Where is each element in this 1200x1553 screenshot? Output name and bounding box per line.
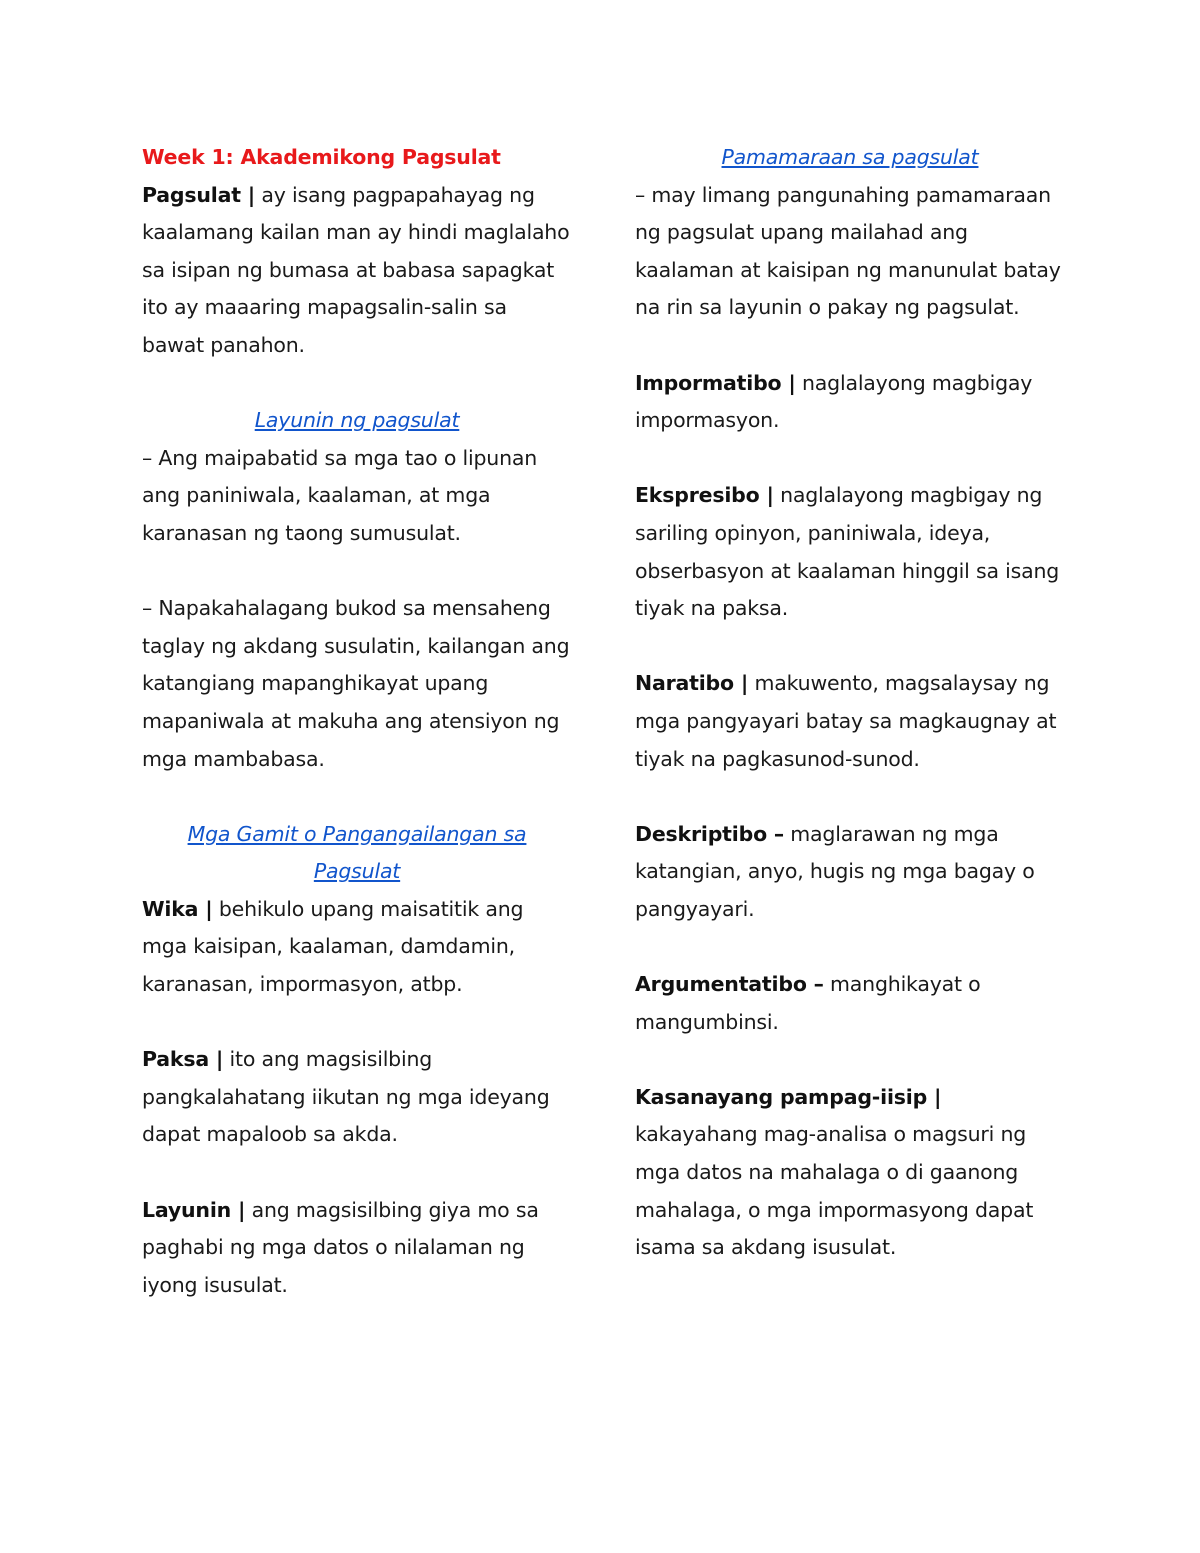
- layunin-paragraph-2: – Napakahalagang bukod sa mensaheng taglay ng akdang susulatin, kailangan ang katangiang mapanghikayat upang mapaniwala at makuha ang atensiyon ng mga mambabasa.: [142, 596, 570, 771]
- ekspresibo-definition: [635, 477, 1065, 627]
- wika-definition: [142, 891, 572, 1004]
- pagsulat-text: ay isang pagpapahayag ng kaalamang kailan man ay hindi maglalaho sa isipan ng bumasa at babasa sapagkat ito ay maaaring mapagsalin-salin sa bawat panahon.: [142, 182, 570, 357]
- argumentatibo-definition: [635, 966, 1065, 1041]
- layunin-definition: [142, 1192, 572, 1305]
- gamit-heading-block: [142, 816, 572, 891]
- argumentatibo-text: manghikayat o mangumbinsi.: [635, 972, 981, 1034]
- spacer: [635, 628, 1065, 666]
- wika-term: Wika |: [142, 896, 213, 921]
- impormatibo-term: Impormatibo |: [635, 370, 796, 395]
- spacer: [635, 928, 1065, 966]
- layunin-text: ang magsisilbing giya mo sa paghabi ng mga datos o nilalaman ng iyong isusulat.: [142, 1197, 539, 1297]
- spacer: [142, 778, 572, 816]
- spacer: [635, 1041, 1065, 1079]
- deskriptibo-text: maglarawan ng mga katangian, anyo, hugis ng mga bagay o pangyayari.: [635, 821, 1035, 921]
- argumentatibo-term: Argumentatibo –: [635, 972, 824, 997]
- spacer: [142, 1004, 572, 1042]
- right-column: [635, 139, 1065, 1267]
- naratibo-term: Naratibo |: [635, 671, 749, 696]
- ekspresibo-text: naglalayong magbigay ng sariling opinyon, paniniwala, ideya, obserbasyon at kaalaman hinggil sa isang tiyak na paksa.: [635, 483, 1060, 621]
- kasanayan-term: Kasanayang pampag-iisip |: [635, 1084, 942, 1109]
- spacer: [635, 778, 1065, 816]
- paksa-text: ito ang magsisilbing pangkalahatang iikutan ng mga ideyang dapat mapaloob sa akda.: [142, 1047, 550, 1147]
- spacer: [142, 553, 572, 591]
- layunin-term: Layunin |: [142, 1197, 246, 1222]
- deskriptibo-term: Deskriptibo –: [635, 821, 784, 846]
- pagsulat-term: Pagsulat |: [142, 182, 256, 207]
- pamamaraan-heading: Pamamaraan sa pagsulat: [721, 145, 979, 169]
- layunin-paragraph-1: – Ang maipabatid sa mga tao o lipunan ang paniniwala, kaalaman, at mga karanasan ng taong sumusulat.: [142, 445, 538, 545]
- deskriptibo-definition: [635, 816, 1065, 929]
- wika-text: behikulo upang maisatitik ang mga kaisipan, kaalaman, damdamin, karanasan, impormasyon, atbp.: [142, 896, 524, 997]
- ekspresibo-term: Ekspresibo |: [635, 483, 774, 508]
- impormatibo-definition: [635, 365, 1065, 440]
- naratibo-text: makuwento, magsalaysay ng mga pangyayari batay sa magkaugnay at tiyak na pagkasunod-sunod.: [635, 671, 1057, 771]
- spacer: [142, 365, 572, 403]
- gamit-heading: Mga Gamit o Pangangailangan sa Pagsulat: [187, 821, 527, 884]
- week-title: Week 1: Akademikong Pagsulat: [142, 145, 501, 169]
- pamamaraan-heading-block: [635, 139, 1065, 177]
- paksa-definition: [142, 1041, 572, 1154]
- pamamaraan-paragraph: – may limang pangunahing pamamaraan ng pagsulat upang mailahad ang kaalaman at kaisipan ng manunulat batay na rin sa layunin o pakay ng pagsulat.: [635, 182, 1061, 320]
- kasanayan-definition: [635, 1079, 1065, 1267]
- naratibo-definition: [635, 665, 1065, 778]
- pagsulat-definition: [142, 177, 572, 365]
- impormatibo-text: naglalayong magbigay impormasyon.: [635, 370, 1033, 433]
- layunin-heading-block: [142, 402, 572, 440]
- spacer: [635, 327, 1065, 365]
- layunin-heading: Layunin ng pagsulat: [254, 408, 460, 433]
- kasanayan-text: kakayahang mag-analisa o magsuri ng mga datos na mahalaga o di gaanong mahalaga, o mga impormasyong dapat isama sa akdang isusulat.: [635, 1122, 1034, 1260]
- paksa-term: Paksa |: [142, 1047, 224, 1072]
- spacer: [142, 1154, 572, 1192]
- left-column: [142, 139, 572, 1304]
- spacer: [635, 440, 1065, 478]
- page-title: [142, 139, 572, 177]
